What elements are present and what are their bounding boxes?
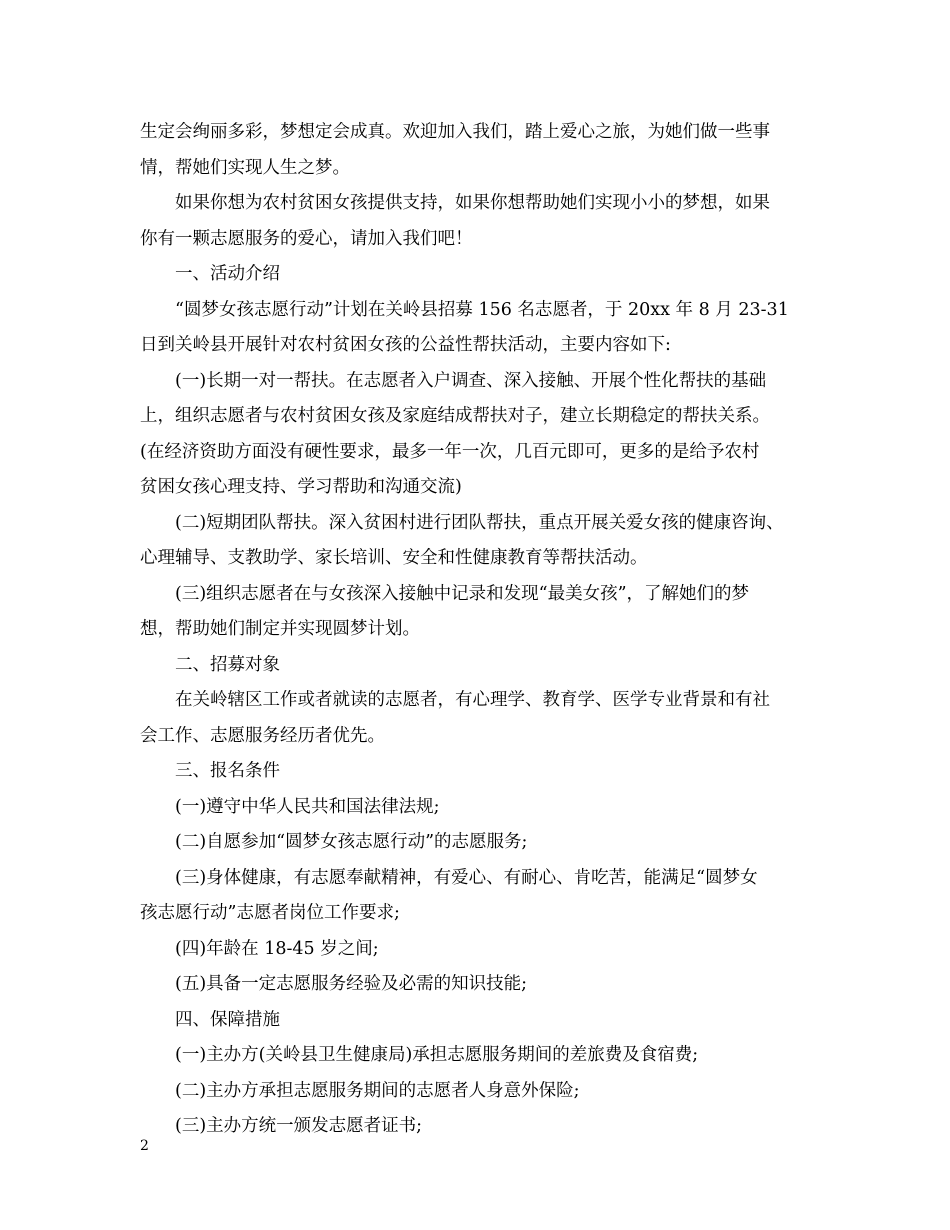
- text-line: 日到关岭县开展针对农村贫困女孩的公益性帮扶活动，主要内容如下:: [140, 335, 671, 355]
- text-line: 会工作、志愿服务经历者优先。: [140, 725, 385, 746]
- document-body: [140, 115, 820, 1145]
- page-number: 2: [140, 1138, 149, 1154]
- text-line: (三)身体健康，有志愿奉献精神，有爱心、有耐心、肯吃苦，能满足“圆梦女: [175, 867, 758, 888]
- text-line: 想，帮助她们制定并实现圆梦计划。: [140, 619, 420, 639]
- text-line: 孩志愿行动”志愿者岗位工作要求;: [140, 903, 400, 923]
- text-line: 生定会绚丽多彩，梦想定会成真。欢迎加入我们，踏上爱心之旅，为她们做一些事: [140, 122, 770, 142]
- text-line: (二)短期团队帮扶。深入贫困村进行团队帮扶，重点开展关爱女孩的健康咨询、: [175, 512, 784, 533]
- text-line: 上，组织志愿者与农村贫困女孩及家庭结成帮扶对子，建立长期稳定的帮扶关系。: [140, 406, 770, 426]
- text-line: 贫困女孩心理支持、学习帮助和沟通交流): [140, 477, 462, 497]
- text-line: (三)组织志愿者在与女孩深入接触中记录和发现“最美女孩”，了解她们的梦: [175, 583, 750, 604]
- text-line: (三)主办方统一颁发志愿者证书;: [175, 1116, 423, 1136]
- text-line: (一)长期一对一帮扶。在志愿者入户调查、深入接触、开展个性化帮扶的基础: [175, 370, 767, 391]
- text-line: (五)具备一定志愿服务经验及必需的知识技能;: [175, 974, 528, 994]
- text-line: 如果你想为农村贫困女孩提供支持，如果你想帮助她们实现小小的梦想，如果: [175, 193, 770, 213]
- text-line: 二、招募对象: [175, 654, 280, 675]
- text-line: “圆梦女孩志愿行动”计划在关岭县招募 156 名志愿者，于 20xx 年 8 月 23-31: [175, 299, 789, 320]
- text-line: (二)自愿参加“圆梦女孩志愿行动”的志愿服务;: [175, 832, 528, 852]
- text-line: 一、活动介绍: [175, 264, 280, 284]
- text-line: (二)主办方承担志愿服务期间的志愿者人身意外保险;: [175, 1080, 580, 1101]
- text-line: (一)遵守中华人民共和国法律法规;: [175, 796, 440, 817]
- text-line: 心理辅导、支教助学、家长培训、安全和性健康教育等帮扶活动。: [140, 548, 648, 568]
- text-line: (在经济资助方面没有硬性要求，最多一年一次，几百元即可，更多的是给予农村: [140, 441, 760, 462]
- text-line: 情，帮她们实现人生之梦。: [140, 157, 350, 178]
- text-line: 三、报名条件: [175, 761, 280, 781]
- text-line: 在关岭辖区工作或者就读的志愿者，有心理学、教育学、医学专业背景和有社: [175, 690, 770, 710]
- text-line: (四)年龄在 18-45 岁之间;: [175, 938, 379, 959]
- text-line: 你有一颗志愿服务的爱心，请加入我们吧！: [140, 228, 473, 249]
- text-line: 四、保障措施: [175, 1009, 280, 1030]
- text-line: (一)主办方(关岭县卫生健康局)承担志愿服务期间的差旅费及食宿费;: [175, 1045, 699, 1065]
